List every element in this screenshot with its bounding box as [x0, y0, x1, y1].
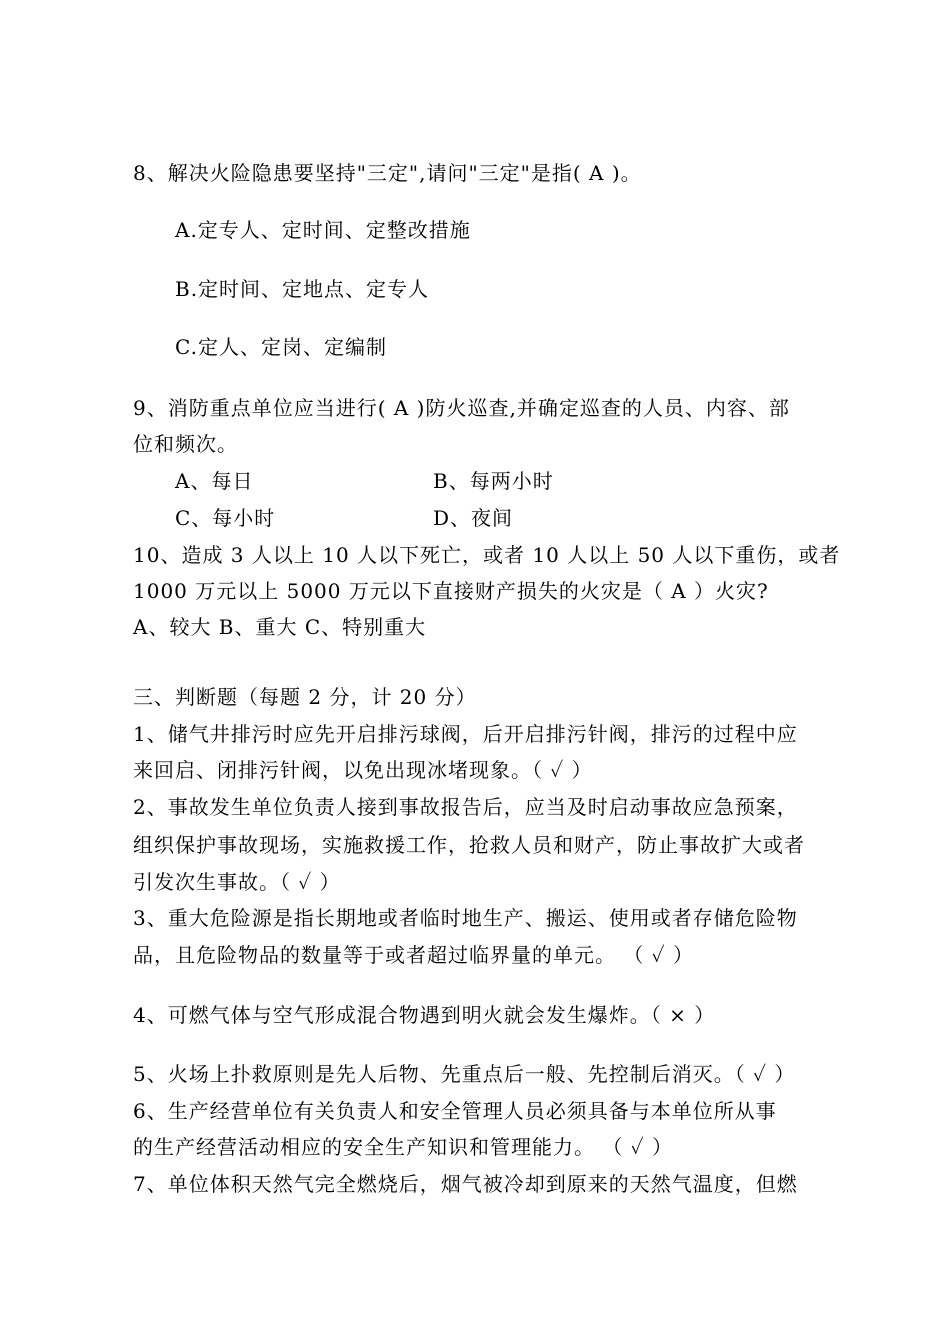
question-8-option-b: B.定时间、定地点、定专人	[175, 277, 430, 301]
judge-item-2-line-1: 2、事故发生单位负责人接到事故报告后，应当及时启动事故应急预案，	[133, 795, 798, 819]
question-9-stem-line-1: 9、消防重点单位应当进行( A )防火巡查,并确定巡查的人员、内容、部	[133, 396, 790, 420]
judge-item-3-line-2: 品，且危险物品的数量等于或者超过临界量的单元。 （ ✓ ）	[133, 943, 694, 967]
judge-item-3-line-1: 3、重大危险源是指长期地或者临时地生产、搬运、使用或者存储危险物	[133, 906, 798, 930]
question-10-stem-line-2: 1000 万元以上 5000 万元以下直接财产损失的火灾是（ A ）火灾?	[133, 579, 769, 603]
question-8-stem: 8、解决火险隐患要坚持"三定",请问"三定"是指( A )。	[133, 161, 642, 185]
question-9-option-c: C、每小时	[175, 506, 276, 530]
judge-item-6-line-2: 的生产经营活动相应的安全生产知识和管理能力。 （ ✓ ）	[133, 1135, 673, 1159]
question-8-option-a: A.定专人、定时间、定整改措施	[175, 218, 471, 242]
question-10-stem-line-1: 10、造成 3 人以上 10 人以下死亡，或者 10 人以上 50 人以下重伤，或者	[133, 543, 841, 567]
judge-item-1-line-2: 来回启、闭排污针阀，以免出现冰堵现象。（ ✓ ）	[133, 758, 593, 782]
judge-item-6-line-1: 6、生产经营单位有关负责人和安全管理人员必须具备与本单位所从事	[133, 1099, 777, 1123]
judge-item-1-line-1: 1、储气井排污时应先开启排污球阀，后开启排污针阀，排污的过程中应	[133, 722, 798, 746]
judge-item-7-line-1: 7、单位体积天然气完全燃烧后，烟气被冷却到原来的天然气温度，但燃	[133, 1172, 798, 1196]
section-3-heading: 三、判断题（每题 2 分，计 20 分）	[133, 685, 477, 709]
question-9-option-d: D、夜间	[433, 506, 514, 530]
question-9-option-b: B、每两小时	[433, 469, 554, 493]
question-9-option-a: A、每日	[175, 469, 254, 493]
judge-item-2-line-3: 引发次生事故。（ ✓ ）	[133, 870, 341, 894]
judge-item-5: 5、火场上扑救原则是先人后物、先重点后一般、先控制后消灭。（ ✓ ）	[133, 1062, 796, 1086]
question-8-option-c: C.定人、定岗、定编制	[175, 335, 387, 359]
question-10-options: A、较大 B、重大 C、特别重大	[133, 615, 427, 639]
judge-item-2-line-2: 组织保护事故现场，实施救援工作，抢救人员和财产，防止事故扩大或者	[133, 833, 805, 857]
question-9-stem-line-2: 位和频次。	[133, 432, 238, 456]
judge-item-4: 4、可燃气体与空气形成混合物遇到明火就会发生爆炸。（ × ）	[133, 1003, 716, 1027]
